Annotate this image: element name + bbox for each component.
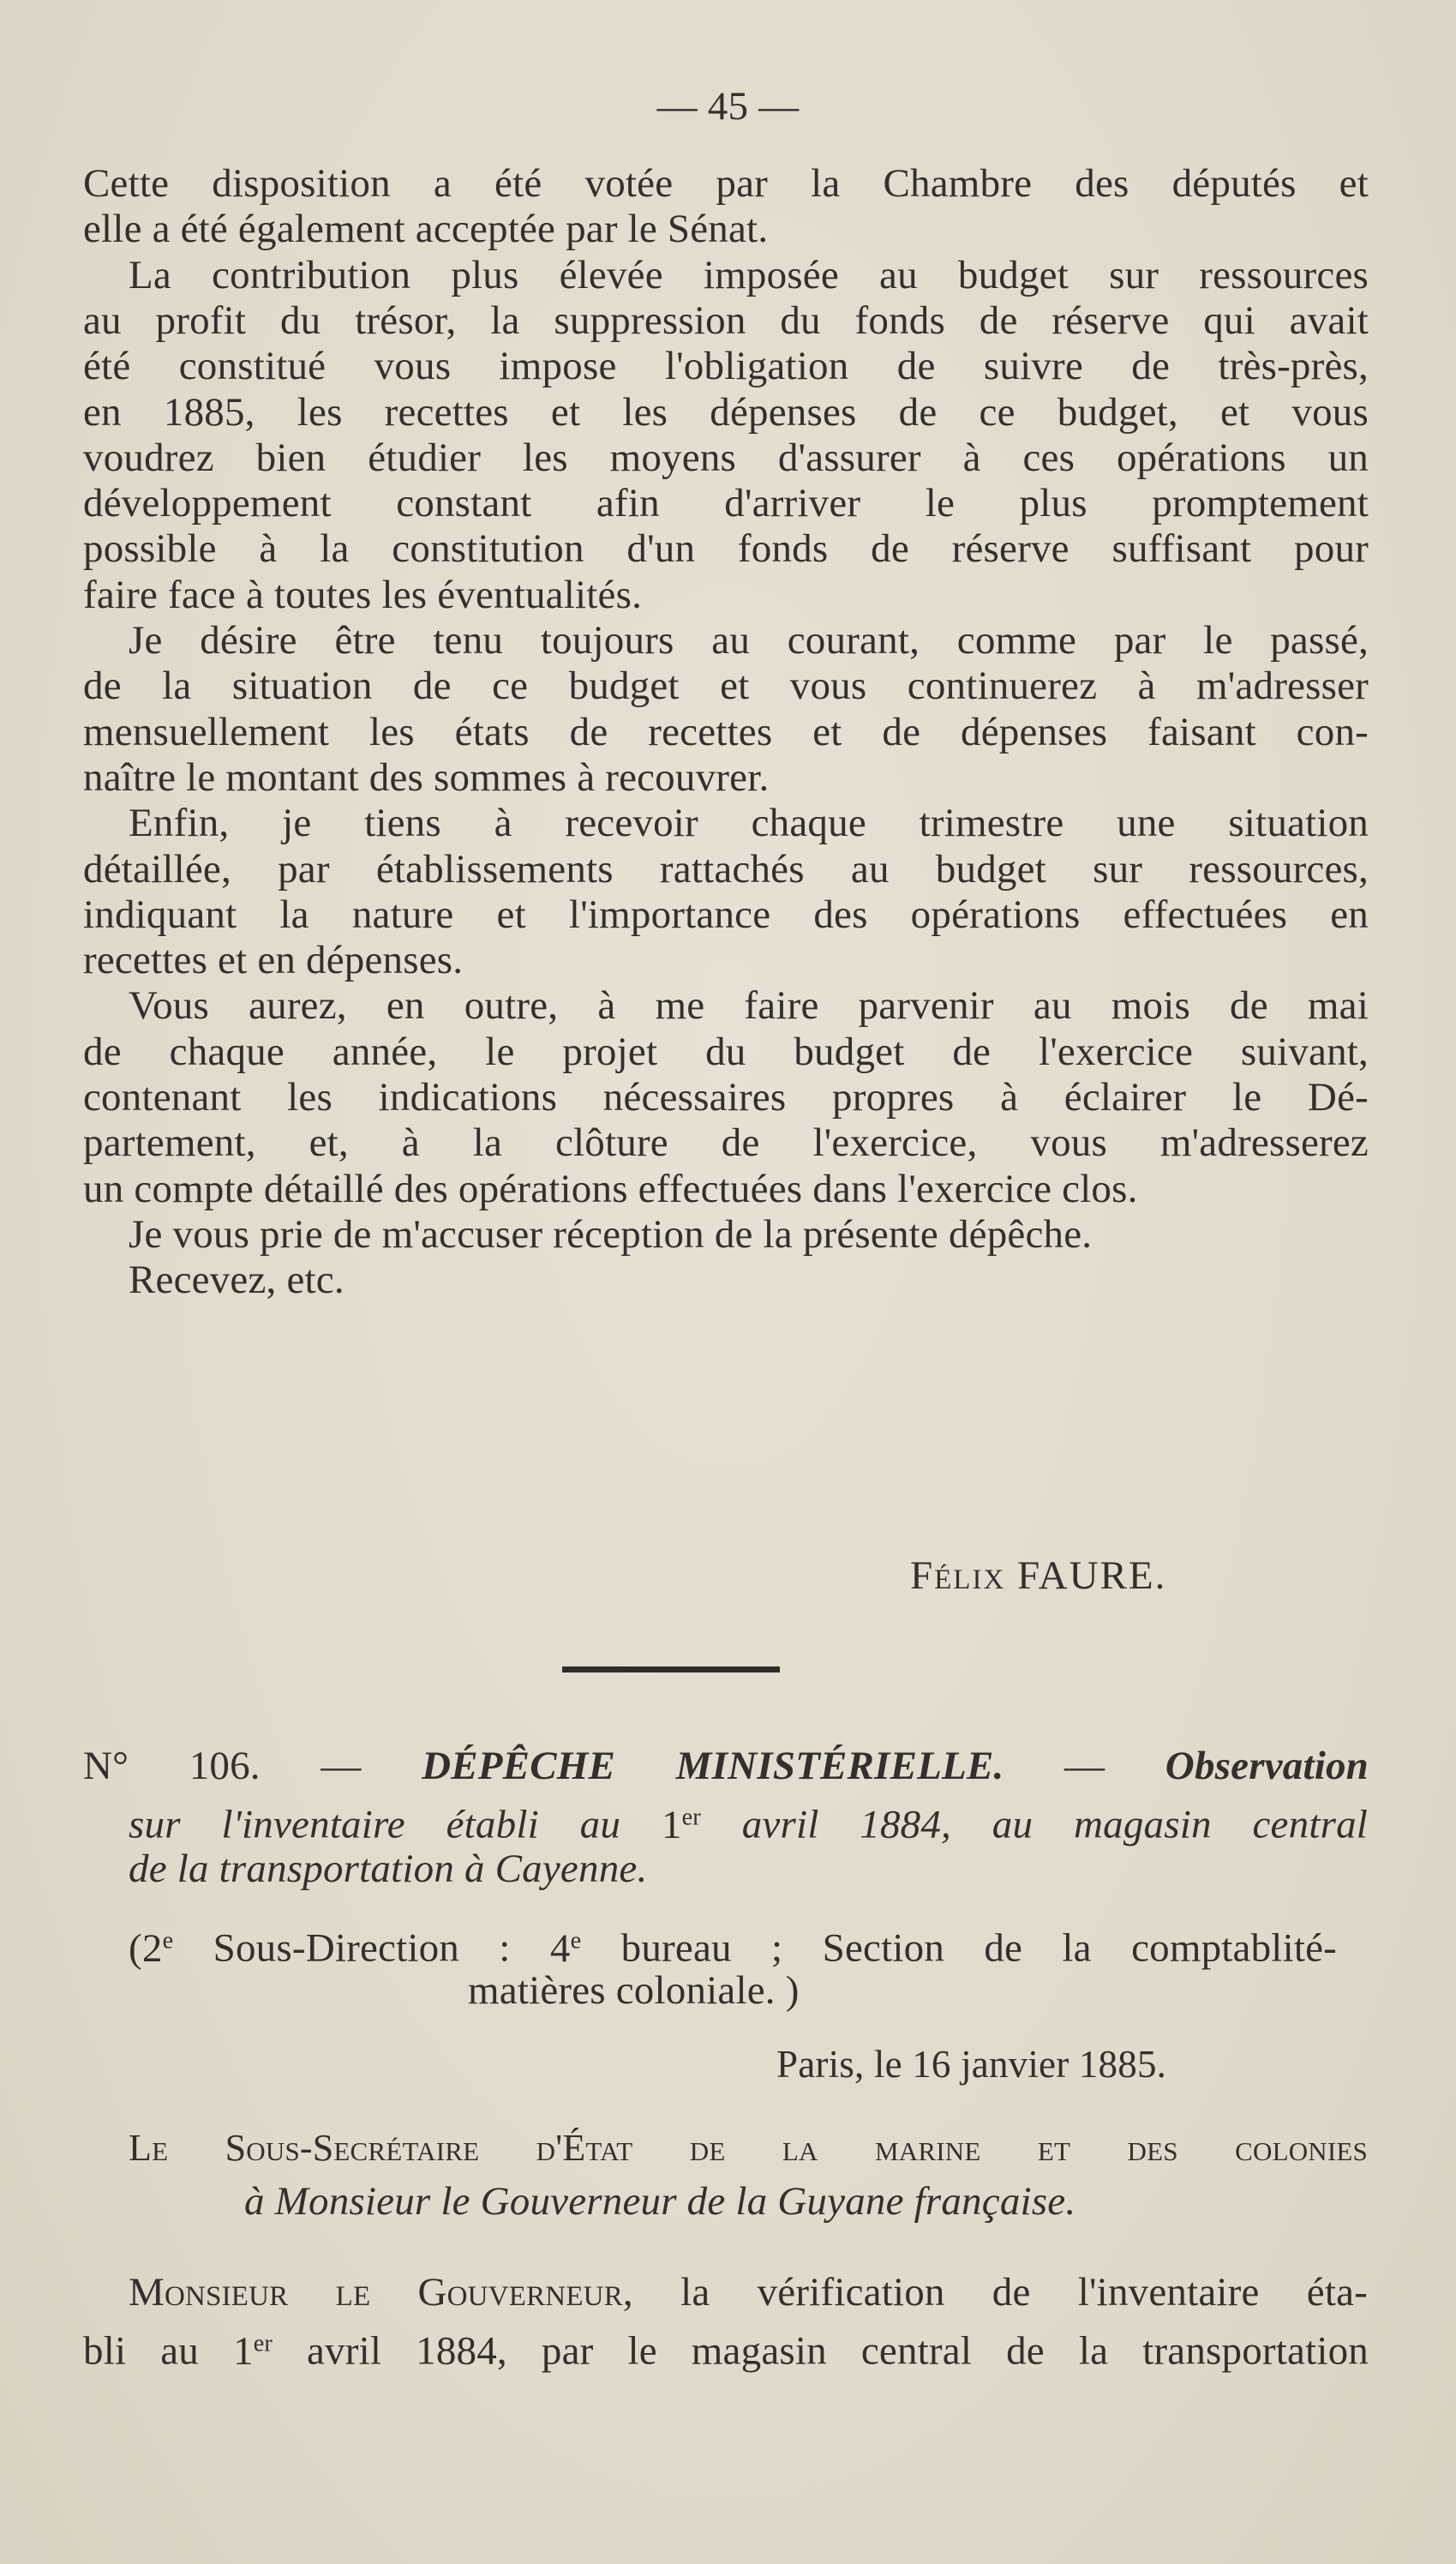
closing-line2-post: avril 1884, par le magasin central de la transportation [307, 2328, 1369, 2374]
dispatch-dash: — [321, 1744, 362, 1788]
closing-line-2 [83, 2320, 1369, 2375]
body-line: Cette disposition a été votée par la Chambre des députés et [83, 161, 1369, 206]
signature-text: Félix FAURE. [910, 1553, 1167, 1598]
dispatch-date: Paris, le 16 janvier 1885. [776, 2043, 1167, 2086]
body-line: La contribution plus élevée imposée au budget sur ressources [129, 253, 1369, 297]
direction-mid: Sous-Direction : [213, 1925, 511, 1971]
separator-rule [562, 1666, 780, 1672]
dispatch-title: DÉPÊCHE MINISTÉRIELLE. [422, 1744, 1004, 1788]
body-line: voudrez bien étudier les moyens d'assurer à ces opérations un [83, 435, 1369, 480]
body-line: faire face à toutes les éventualités. [83, 573, 643, 617]
letter-header-line-2: à Monsieur le Gouverneur de la Guyane française. [244, 2179, 1076, 2224]
closing-ordinal: 1er [232, 2328, 273, 2374]
direction-rest: bureau ; Section de la comptablité- [620, 1925, 1337, 1971]
dispatch-heading [83, 1742, 1369, 1790]
body-line: recettes et en dépenses. [83, 938, 464, 982]
body-line: elle a été également acceptée par le Sénat. [83, 207, 769, 251]
dispatch-subject-line-3: de la transportation à Cayenne. [129, 1846, 648, 1891]
subject-ordinal: 1er [661, 1802, 701, 1847]
direction-num2: 4e [549, 1925, 582, 1971]
subject-line2-post: avril 1884, au magasin central [741, 1802, 1369, 1847]
closing-line1-rest: la vérification de l'inventaire éta- [680, 2270, 1369, 2315]
direction-open: (2e [129, 1925, 174, 1971]
body-line: Recevez, etc. [129, 1258, 345, 1302]
dispatch-subject-line-2 [129, 1793, 1368, 1849]
subject-line2-pre: sur l'inventaire établi au [129, 1802, 621, 1847]
body-line: en 1885, les recettes et les dépenses de ce budget, et vous [83, 390, 1369, 435]
body-line: Vous aurez, en outre, à me faire parvenir au mois de mai [129, 983, 1369, 1028]
body-line: développement constant afin d'arriver le plus promptement [83, 481, 1369, 525]
direction-line-2: matières coloniale. ) [468, 1968, 800, 2013]
body-line: contenant les indications nécessaires propres à éclairer le Dé- [83, 1075, 1369, 1120]
body-line: un compte détaillé des opérations effectuées dans l'exercice clos. [83, 1167, 1138, 1211]
body-line: de la situation de ce budget et vous continuerez à m'adresser [83, 664, 1369, 708]
body-line: partement, et, à la clôture de l'exercice, vous m'adresserez [83, 1120, 1369, 1165]
letter-header-line-1: Le Sous-Secrétaire d'État de la marine et des colonies [129, 2127, 1368, 2169]
body-line: mensuellement les états de recettes et de dépenses faisant con- [83, 710, 1369, 754]
body-line: naître le montant des sommes à recouvrer. [83, 755, 770, 800]
page-number: — 45 — [656, 84, 800, 129]
closing-line2-pre: bli au [83, 2328, 199, 2374]
signature [910, 1552, 1166, 1600]
direction-line-1 [129, 1917, 1337, 1973]
body-line: indiquant la nature et l'importance des opérations effectuées en [83, 892, 1369, 937]
closing-line-1 [129, 2268, 1368, 2316]
dispatch-number: N° 106. [83, 1744, 261, 1788]
body-line: Je désire être tenu toujours au courant, comme par le passé, [129, 618, 1369, 663]
dispatch-dash-2: — [1064, 1744, 1105, 1788]
body-line: Je vous prie de m'accuser réception de la présente dépêche. [129, 1212, 1093, 1257]
body-line: possible à la constitution d'un fonds de réserve suffisant pour [83, 526, 1369, 571]
salutation: Monsieur le Gouverneur, [129, 2270, 633, 2315]
dispatch-subject-lead: Observation [1165, 1744, 1369, 1788]
body-line: Enfin, je tiens à recevoir chaque trimestre une situation [129, 801, 1369, 845]
body-line: de chaque année, le projet du budget de l'exercice suivant, [83, 1030, 1369, 1074]
body-line: détaillée, par établissements rattachés au budget sur ressources, [83, 847, 1369, 892]
body-line: au profit du trésor, la suppression du fonds de réserve qui avait [83, 298, 1369, 343]
body-line: été constitué vous impose l'obligation de suivre de très-près, [83, 344, 1369, 388]
